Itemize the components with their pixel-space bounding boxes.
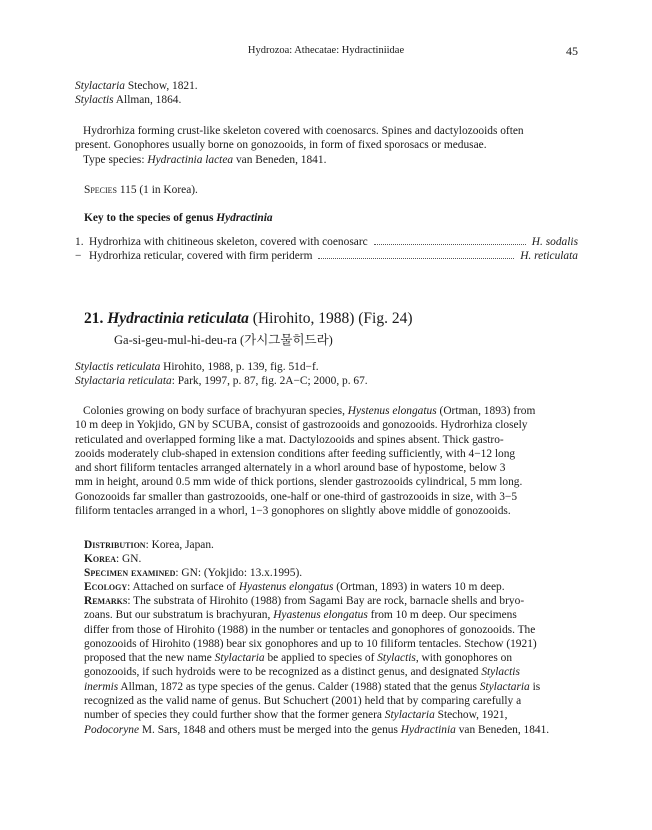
key-heading-text: Key to the species of genus [84,212,217,224]
remarks-line [84,594,578,608]
running-title: Hydrozoa: Athecatae: Hydractiniidae [247,45,405,56]
type-species-label: Type species: [83,153,148,166]
remarks-line: gonozooids of Hirohito (1988) bear six gonophores and up to 10 filiform tentacles. Stechow (1921) [84,637,537,650]
genus-description-line: Hydrorhiza forming crust-like skeleton covered with coenosarcs. Spines and dactylozooids often [83,125,524,137]
species-description [75,404,578,518]
synonymy-line [75,360,319,374]
remarks-text: proposed that the new name [84,652,215,665]
remarks-text: gonozooids, if such hydroids were to be recognized as a distinct genus, and designated [84,666,482,679]
type-species-name: Hydractinia lactea [147,153,234,166]
remarks-line [84,723,578,737]
distribution-value: : Korea, Japan. [145,539,214,551]
synonymy-ref: Hirohito, 1988, p. 139, fig. 51d−f. [160,361,319,373]
species-count [84,183,198,197]
dotted-leader [318,258,514,259]
remarks-line: recognized as the valid name of genus. But Schuchert (2001) held that by comparing carefully a [84,695,522,708]
species-number: 21. [84,310,104,327]
ecology-line [84,580,578,594]
description-text: Colonies growing on body surface of brachyuran species, [83,405,348,417]
korea-line [84,552,578,566]
species-name: Hydractinia reticulata [107,310,249,327]
korea-label: Korea [84,553,116,565]
remarks-text: : The substrata of Hirohito (1988) from Sagami Bay are rock, barnacle shells and bryo- [127,595,525,607]
remarks-line: differ from those of Hirohito (1988) in the number or tentacles and gonophores of gonozooids. The [84,623,536,636]
remarks-text: from 10 m deep. Our specimens [367,609,517,622]
species-count-label: Species [84,184,118,196]
remarks-text: M. Sars, 1848 and others must be merged into the genus [139,723,401,736]
remarks-taxon: Stylactis [481,666,520,679]
description-line: and short filiform tentacles arranged alternately in a whorl around base of hypostome, below 3 [75,462,506,475]
remarks-taxon: Podocoryne [84,723,140,736]
key-row [75,249,578,263]
dotted-leader [374,244,526,245]
ecology-label: Ecology [84,581,128,593]
specimen-line [84,566,578,580]
specimen-label: Specimen examined [84,567,176,579]
remarks-text: van Beneden, 1841. [455,723,550,736]
description-line: zooids moderately club-shaped in extension conditions after feeding sufficiently, with 4−12 long [75,447,516,460]
remarks-taxon: Hyastenus elongatus [273,609,368,622]
description-taxon: Hystenus elongatus [347,405,437,417]
distribution-label: Distribution [84,539,146,551]
remarks-taxon: Stylactaria [479,680,530,693]
synonymy-line [75,374,368,388]
ecology-text: (Ortman, 1893) in waters 10 m deep. [333,581,505,593]
genus-description-line: present. Gonophores usually borne on gonozooids, in form of fixed sporosacs or medusae. [75,139,487,152]
description-line: filiform tentacles arranged in a whorl, 1−3 gonophores on slightly above middle of gonozooids. [75,505,511,518]
remarks-text: be applied to species of [264,652,378,665]
remarks-text: is [529,680,541,693]
description-line: 10 m deep in Yokjido, GN by SCUBA, consist of gastrozooids and gonozooids. Hydrorhiza closely [75,419,528,432]
korea-value: : GN. [115,553,142,565]
remarks-label: Remarks [84,595,128,607]
species-heading [84,310,413,328]
synonym-genus-name: Stylactaria [75,80,125,92]
page-number: 45 [566,44,578,58]
ecology-text: : Attached on surface of [127,581,239,593]
remarks-taxon: inermis [84,680,119,693]
type-species-author: van Beneden, 1841. [233,153,327,166]
species-korean-name: Ga-si-geu-mul-hi-deu-ra (가시그물히드라) [114,333,333,347]
remarks-text: Stechow, 1921, [434,709,508,722]
synonym-author: Allman, 1864. [113,94,182,106]
remarks-taxon: Stylactaria [384,709,435,722]
synonymy-ref: : Park, 1997, p. 87, fig. 2A−C; 2000, p. 67. [171,375,368,387]
species-count-value: 115 (1 in Korea). [117,184,198,196]
synonymy-name: Stylactaria reticulata [75,375,172,387]
key-row-marker: 1. [75,236,84,248]
key-row-marker: − [75,250,82,262]
key-row-text: Hydrorhiza reticular, covered with firm periderm [89,250,313,262]
synonymy-name: Stylactis reticulata [75,361,161,373]
remarks-taxon: Hydractinia [400,723,456,736]
description-line: mm in height, around 0.5 mm wide of thick portions, slender gastrozooids cylindrical, 5 mm long. [75,476,523,489]
key-row-result: H. sodalis [531,236,578,248]
remarks-line [84,708,578,722]
genus-synonym-2 [75,93,181,107]
synonym-author: Stechow, 1821. [124,80,198,92]
specimen-value: : GN: (Yokjido: 13.x.1995). [175,567,303,579]
description-text: (Ortman, 1893) from [436,405,536,417]
key-heading-genus: Hydractinia [216,212,273,224]
remarks-text: zoans. But our substratum is brachyuran, [84,609,274,622]
description-line: Gonozooids far smaller than gastrozooids, one-half or one-third of gastrozooids in size, with 3−5 [75,490,518,503]
remarks-taxon: Stylactis [377,652,416,665]
genus-synonym-1 [75,79,198,93]
remarks-line [84,665,578,679]
key-row-result: H. reticulata [520,250,578,262]
type-species-line [75,153,578,167]
key-row [75,235,578,249]
remarks-text: , with gonophores on [415,652,513,665]
key-row-text: Hydrorhiza with chitineous skeleton, covered with coenosarc [89,236,368,248]
key-heading [84,211,273,225]
synonym-genus-name: Stylactis [75,94,114,106]
genus-description [75,124,578,167]
remarks-line [84,651,578,665]
remarks-paragraph [84,594,578,737]
remarks-line [84,608,578,622]
remarks-text: Allman, 1872 as type species of the genus. Calder (1988) stated that the genus [118,680,480,693]
description-line: reticulated and overlapped forming like a mat. Dactylozooids and spines absent. Thick gastro- [75,433,504,446]
remarks-text: number of species they could further show that the former genera [84,709,385,722]
species-author: (Hirohito, 1988) (Fig. 24) [248,310,413,327]
remarks-taxon: Stylactaria [214,652,265,665]
remarks-line [84,680,578,694]
distribution-line [84,538,578,552]
ecology-taxon: Hyastenus elongatus [238,581,334,593]
description-line [75,404,578,418]
